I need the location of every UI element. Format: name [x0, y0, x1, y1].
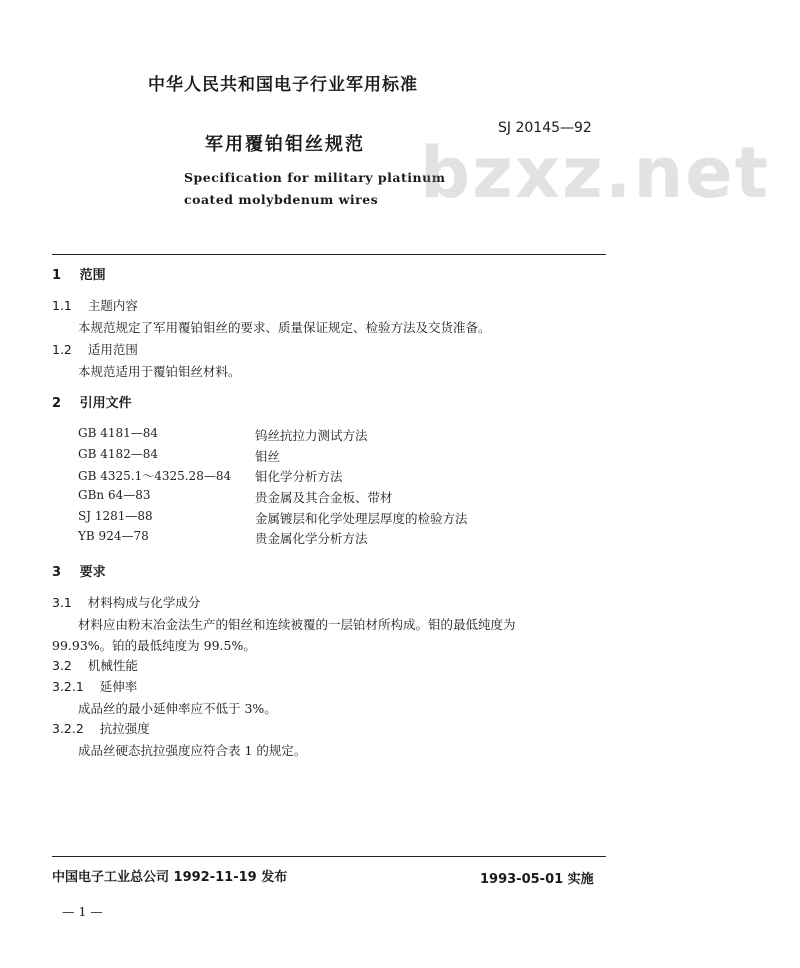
reference-code: YB 924—78 — [78, 529, 149, 543]
reference-title: 钼丝 — [255, 449, 281, 464]
section-3-title: 要求 — [79, 565, 106, 580]
section-3-2-2-text: 成品丝硬态抗拉强度应符合表 1 的规定。 — [78, 743, 307, 758]
section-3-1-heading — [52, 593, 200, 611]
watermark: bzxz.net — [420, 132, 771, 214]
section-3-1-text-line-2: 99.93%。铂的最低纯度为 99.5%。 — [52, 638, 256, 653]
english-title-line-2: coated molybdenum wires — [184, 192, 379, 207]
issuer-line: 中国电子工业总公司 1992-11-19 发布 — [52, 870, 288, 885]
section-3-2-1-heading — [52, 677, 137, 695]
standard-code: SJ 20145—92 — [498, 120, 592, 136]
reference-title: 钨丝抗拉力测试方法 — [255, 428, 368, 443]
section-3-heading — [52, 561, 106, 580]
reference-code: GB 4182—84 — [78, 447, 159, 461]
section-3-2-1-title: 延伸率 — [99, 679, 138, 694]
section-3-2-2-heading — [52, 719, 150, 737]
reference-title: 钼化学分析方法 — [255, 469, 343, 484]
page-number: — 1 — — [62, 904, 103, 919]
section-3-2-2-number: 3.2.2 — [52, 721, 84, 736]
section-1-2-text: 本规范适用于覆铂钼丝材料。 — [78, 364, 241, 379]
section-1-1-heading — [52, 296, 138, 314]
section-1-1-text: 本规范规定了军用覆铂钼丝的要求、质量保证规定、检验方法及交货准备。 — [78, 320, 491, 335]
section-3-2-heading — [52, 656, 138, 674]
section-3-1-text-line-1: 材料应由粉末冶金法生产的钼丝和连续被覆的一层铂材所构成。钼的最低纯度为 — [78, 617, 516, 632]
section-3-2-title: 机械性能 — [87, 658, 138, 673]
section-1-number: 1 — [52, 268, 62, 283]
section-3-1-title: 材料构成与化学成分 — [87, 595, 201, 610]
section-3-2-1-text: 成品丝的最小延伸率应不低于 3%。 — [78, 701, 277, 716]
footer-divider — [52, 856, 606, 857]
reference-title: 贵金属化学分析方法 — [255, 531, 368, 546]
section-3-2-1-number: 3.2.1 — [52, 679, 84, 694]
section-1-2-number: 1.2 — [52, 342, 72, 357]
section-1-2-heading — [52, 340, 138, 358]
effective-date: 1993-05-01 实施 — [480, 872, 594, 887]
section-3-2-number: 3.2 — [52, 658, 72, 673]
section-2-number: 2 — [52, 396, 62, 411]
reference-code: GB 4325.1～4325.28—84 — [78, 469, 232, 483]
section-3-number: 3 — [52, 565, 62, 580]
section-2-title: 引用文件 — [79, 396, 132, 411]
reference-title: 金属镀层和化学处理层厚度的检验方法 — [255, 511, 468, 526]
header-divider — [52, 254, 606, 255]
reference-code: GB 4181—84 — [78, 426, 159, 440]
reference-title: 贵金属及其合金板、带材 — [255, 490, 393, 505]
english-title-line-1: Specification for military platinum — [184, 170, 446, 185]
document-title: 军用覆铂钼丝规范 — [205, 134, 365, 155]
section-1-1-number: 1.1 — [52, 298, 72, 313]
section-2-heading — [52, 392, 132, 411]
section-1-title: 范围 — [79, 268, 106, 283]
standard-title: 中华人民共和国电子行业军用标准 — [148, 75, 418, 95]
section-1-2-title: 适用范围 — [87, 342, 138, 357]
reference-code: GBn 64—83 — [78, 488, 151, 502]
section-3-2-2-title: 抗拉强度 — [99, 721, 150, 736]
section-3-1-number: 3.1 — [52, 595, 72, 610]
section-1-heading — [52, 264, 106, 283]
reference-code: SJ 1281—88 — [78, 509, 153, 523]
section-1-1-title: 主题内容 — [87, 298, 138, 313]
